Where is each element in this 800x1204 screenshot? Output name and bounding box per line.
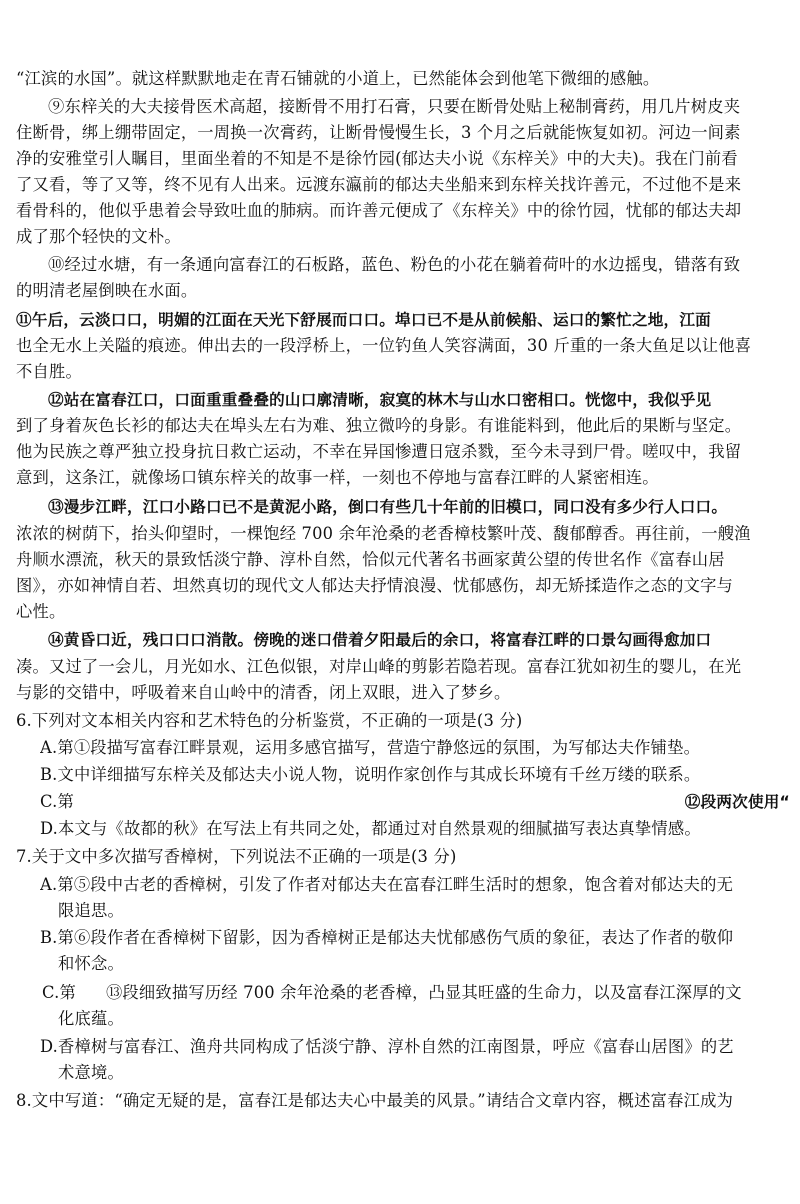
paragraph-14-line: 与影的交错中，呼吸着来自山岭中的清香，闭上双眼，进入了梦乡。 [16,683,511,702]
question-7-option-b-cont: 和怀念。 [58,954,124,973]
question-7-option-c-text: ⑬段细致描写历经 700 余年沧桑的老香樟，凸显其旺盛的生命力，以及富春江深厚的文 [105,983,742,1002]
question-7-option-b: B.第⑥段作者在香樟树下留影，因为香樟树正是郁达夫忧郁感伤气质的象征，表达了作者的敬仰 [40,928,734,947]
paragraph-14-bold-text: ⑭黄昏口近，残口口口消散。傍晚的迷口借着夕阳最后的余口，将富春江畔的口景勾画得愈加口 [48,631,712,649]
paragraph-13-line: 浓浓的树荫下，抬头仰望时，一棵饱经 700 余年沧桑的老香樟枝繁叶茂、馥郁醇香。再往前，一艘渔 [16,524,751,543]
question-6-option-c-truncated-text: ⑫段两次使用“ [684,793,790,811]
question-7-option-c-cont: 化底蕴。 [58,1009,124,1028]
paragraph-11-line: 也全无水上关隘的痕迹。伸出去的一段浮桥上，一位钓鱼人笑容满面，30 斤重的一条大鱼足以让他喜 [16,336,752,355]
paragraph-13-bold-text: ⑬漫步江畔，江口小路口已不是黄泥小路，倒口有些几十年前的旧模口，同口没有多少行人口口。 [48,498,728,516]
paragraph-13-line: 图》，亦如神情自若、坦然真切的现代文人郁达夫抒情浪漫、忧郁感伤，却无矫揉造作之态的文字与 [16,576,734,595]
paragraph-13-line: 心性。 [16,602,66,621]
question-7-option-d: D.香樟树与富春江、渔舟共同构成了恬淡宁静、淳朴自然的江南图景，呼应《富春山居图》的艺 [40,1037,734,1056]
paragraph-9-line: 看骨科的，他似乎患着会导致吐血的肺病。而许善元便成了《东梓关》中的徐竹园，忧郁的郁达夫却 [16,201,742,220]
question-6-option-c [40,789,792,815]
paragraph-9-line: 成了那个轻快的文朴。 [16,227,181,246]
paragraph-13-line [48,494,792,520]
question-7-option-a-cont: 限追思。 [58,901,124,920]
question-6-option-a: A.第①段描写富春江畔景观，运用多感官描写，营造宁静悠远的氛围，为写郁达夫作铺垫。 [40,738,701,757]
question-6-option-c-label: C.第 [40,792,74,811]
paragraph-10-line: 的明清老屋倒映在水面。 [16,281,198,300]
paragraph-12-line [48,387,792,413]
question-7-option-a: A.第⑤段中古老的香樟树，引发了作者对郁达夫在富春江畔生活时的想象，饱含着对郁达夫的无 [40,875,734,894]
paragraph-13-line: 舟顺水漂流，秋天的景致恬淡宁静、淳朴自然，恰似元代著名书画家黄公望的传世名作《富春山居 [16,550,725,569]
question-7-option-d-cont: 术意境。 [58,1063,124,1082]
paragraph-14-line: 凑。又过了一会儿，月光如水、江色似银，对岸山峰的剪影若隐若现。富春江犹如初生的婴儿，在光 [16,657,742,676]
paragraph-14-line [48,627,792,653]
paragraph-11-bold-text: ⑪午后，云淡口口，明媚的江面在天光下舒展而口口。埠口已不是从前候船、运口的繁忙之地，江面 [16,311,711,329]
paragraph-11-line: 不自胜。 [16,362,82,381]
paragraph-9-line: 住断骨，绑上绷带固定，一周换一次膏药，让断骨慢慢生长，3 个月之后就能恢复如初。河边一间素 [16,123,741,142]
paragraph-12-line: 意到，这条江，就像场口镇东梓关的故事一样，一刻也不停地与富春江畔的人紧密相连。 [16,468,659,487]
paragraph-continuation-line: “江滨的水国”。就这样默默地走在青石铺就的小道上，已然能体会到他笔下微细的感触。 [16,69,660,88]
paragraph-12-line: 他为民族之尊严独立投身抗日救亡运动，不幸在异国惨遭日寇杀戮，至今未寻到尸骨。嗟叹中，我留 [16,442,742,461]
question-6-option-d: D.本文与《故都的秋》在写法上有共同之处，都通过对自然景观的细腻描写表达真挚情感。 [40,819,701,838]
question-7-option-c-label: C.第 [42,983,76,1002]
paragraph-9-line: ⑨东梓关的大夫接骨医术高超，接断骨不用打石膏，只要在断骨处贴上秘制膏药，用几片树皮夹 [48,97,741,116]
question-6-option-b: B.文中详细描写东梓关及郁达夫小说人物，说明作家创作与其成长环境有千丝万缕的联系。 [40,765,701,784]
question-7-option-c [42,980,792,1006]
question-6-stem: 6.下列对文本相关内容和艺术特色的分析鉴赏，不正确的一项是(3 分) [16,711,523,730]
paragraph-12-line: 到了身着灰色长衫的郁达夫在埠头左右为难、独立微吟的身影。有谁能料到，他此后的果断与坚定。 [16,416,742,435]
paragraph-9-line: 了又看，等了又等，终不见有人出来。远渡东瀛前的郁达夫坐船来到东梓关找许善元，不过他不是来 [16,175,742,194]
paragraph-9-line: 净的安雅堂引人瞩目，里面坐着的不知是不是徐竹园(郁达夫小说《东梓关》中的大夫)。我在门前看 [16,149,738,168]
paragraph-10-line: ⑩经过水塘，有一条通向富春江的石板路，蓝色、粉色的小花在躺着荷叶的水边摇曳，错落有致 [48,255,741,274]
question-8-stem: 8.文中写道：“确定无疑的是，富春江是郁达夫心中最美的风景。”请结合文章内容，概述富春江成为 [16,1091,734,1110]
paragraph-11-line [16,307,792,333]
paragraph-12-bold-text: ⑫站在富春江口，口面重重叠叠的山口廓清晰，寂寞的林木与山水口密相口。恍惚中，我似乎见 [48,391,712,409]
question-7-stem: 7.关于文中多次描写香樟树，下列说法不正确的一项是(3 分) [16,847,457,866]
